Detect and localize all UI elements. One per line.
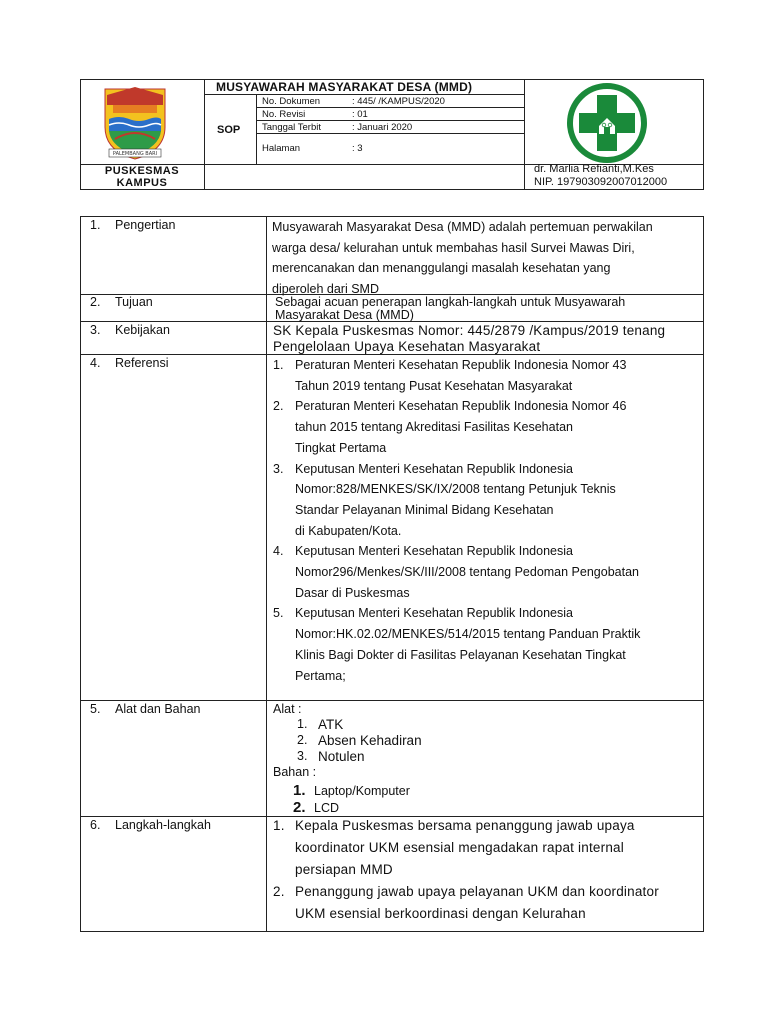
list-item: 2. Peraturan Menteri Kesehatan Republik Indonesia Nomor 46 tahun 2015 tentang Akreditasi Fasilitas Kesehatan Tingkat Pertama <box>273 399 627 455</box>
list-item: 4. Keputusan Menteri Kesehatan Republik Indonesia Nomor296/Menkes/SK/III/2008 tentang Pedoman Pengobatan Dasar di Puskesmas <box>273 544 639 600</box>
bahan-item-number: 2. <box>293 799 306 816</box>
alat-label: Alat : <box>273 702 302 716</box>
field-value-no-revisi: : 01 <box>352 109 368 120</box>
row-label: Tujuan <box>115 295 153 309</box>
reference-list <box>273 355 640 686</box>
list-item: 1. Kepala Puskesmas bersama penanggung jawab upaya koordinator UKM esensial mengadakan rapat internal persiapan MMD <box>273 818 635 877</box>
row-number: 5. <box>90 702 101 716</box>
row-content <box>275 296 625 321</box>
row-label: Kebijakan <box>115 323 170 337</box>
row-number: 4. <box>90 356 101 370</box>
bahan-item-number: 1. <box>293 782 306 799</box>
field-value-no-dokumen: : 445/ /KAMPUS/2020 <box>352 96 445 107</box>
row-label: Alat dan Bahan <box>115 702 201 716</box>
list-item: 3. Keputusan Menteri Kesehatan Republik Indonesia Nomor:828/MENKES/SK/IX/2008 tentang Petunjuk Teknis Standar Pelayanan Minimal Bidang Kesehatan di Kabupaten/Kota. <box>273 461 616 538</box>
alat-item-number: 2. <box>297 733 308 747</box>
alat-item-number: 1. <box>297 717 308 731</box>
row-content <box>272 217 696 300</box>
row-number: 6. <box>90 818 101 832</box>
paragraph-line: diperoleh dari SMD <box>272 282 379 297</box>
row-label: Pengertian <box>115 218 176 232</box>
alat-item: Absen Kehadiran <box>318 733 422 748</box>
city-seal-icon <box>99 83 171 163</box>
sop-label: SOP <box>217 124 241 136</box>
puskesmas-logo-icon <box>566 82 648 164</box>
field-label-halaman: Halaman <box>262 143 301 154</box>
list-item: 1. Peraturan Menteri Kesehatan Republik Indonesia Nomor 43 Tahun 2019 tentang Pusat Kesehatan Masyarakat <box>273 358 627 393</box>
row-content <box>273 323 665 355</box>
alat-item: ATK <box>318 717 344 732</box>
paragraph-line: SK Kepala Puskesmas Nomor: 445/2879 /Kampus/2019 tenang <box>273 323 666 338</box>
field-value-halaman: : 3 <box>352 143 363 154</box>
paragraph-line: Sebagai acuan penerapan langkah-langkah untuk Musyawarah <box>275 295 626 309</box>
bahan-item: Laptop/Komputer <box>314 784 410 798</box>
paragraph-line: Masyarakat Desa (MMD) <box>275 307 414 322</box>
row-number: 3. <box>90 323 101 337</box>
paragraph-line: warga desa/ kelurahan untuk membahas hasil Survei Mawas Diri, <box>272 240 635 255</box>
row-number: 2. <box>90 295 101 309</box>
unit-name-line1: PUSKESMAS <box>104 165 180 177</box>
unit-name-line2: KAMPUS <box>116 177 168 189</box>
signer-name: dr. Marlia Refianti,M.Kes <box>534 163 654 175</box>
list-item: 2. Penanggung jawab upaya pelayanan UKM dan koordinator UKM esensial berkoordinasi dengan Kelurahan <box>273 884 659 921</box>
signer-nip: NIP. 197903092007012000 <box>534 176 668 188</box>
row-number: 1. <box>90 218 101 232</box>
field-label-tanggal-terbit: Tanggal Terbit <box>262 122 321 133</box>
field-label-no-revisi: No. Revisi <box>262 109 306 120</box>
bahan-label: Bahan : <box>273 765 317 779</box>
paragraph-line: Musyawarah Masyarakat Desa (MMD) adalah pertemuan perwakilan <box>272 220 653 234</box>
alat-item-number: 3. <box>297 749 308 763</box>
bahan-item: LCD <box>314 801 340 815</box>
steps-list <box>273 815 659 925</box>
row-label: Langkah-langkah <box>115 818 211 832</box>
alat-item: Notulen <box>318 749 365 764</box>
paragraph-line: Pengelolaan Upaya Kesehatan Masyarakat <box>273 339 541 354</box>
field-label-no-dokumen: No. Dokumen <box>262 96 321 107</box>
list-item: 5. Keputusan Menteri Kesehatan Republik Indonesia Nomor:HK.02.02/MENKES/514/2015 tentang Panduan Praktik Klinis Bagi Dokter di Fasilitas Pelayanan Kesehatan Tingkat Pertama; <box>273 606 641 683</box>
document-title: MUSYAWARAH MASYARAKAT DESA (MMD) <box>216 80 473 94</box>
row-label: Referensi <box>115 356 169 370</box>
paragraph-line: merencanakan dan menanggulangi masalah kesehatan yang <box>272 261 611 276</box>
seal-banner-text: PALEMBANG BARI <box>112 151 158 157</box>
field-value-tanggal-terbit: : Januari 2020 <box>352 122 413 133</box>
